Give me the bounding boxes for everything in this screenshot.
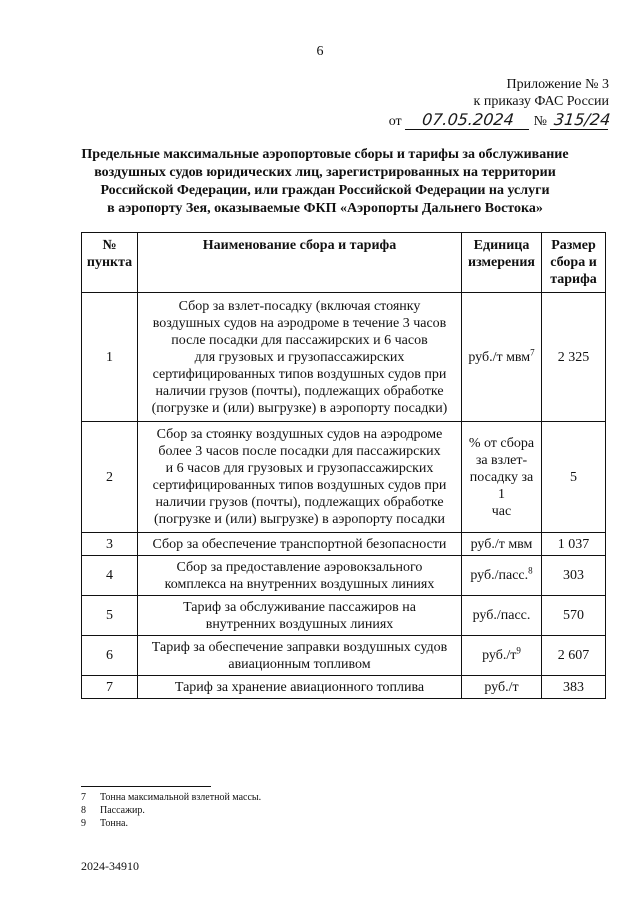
header-size: Размер сбора и тарифа [542,233,606,293]
row-unit: руб./т мвм$^7$ [462,293,542,422]
footnote-divider [81,786,211,787]
row-value: 303 [542,556,606,596]
row-value: 5 [542,422,606,533]
appendix-order-ref: к приказу ФАС России [473,94,609,109]
order-date-line [388,110,612,130]
footnote-text: Тонна максимальной взлетной массы. [100,792,262,803]
row-value: 383 [542,676,606,699]
row-value: 570 [542,596,606,636]
order-number-sign: № [533,114,547,129]
footnote-text: Тонна. [100,818,128,829]
order-number: 315/24 [550,110,610,130]
header-unit: Единица измерения [462,233,542,293]
row-num: 1 [82,293,138,422]
table-row [82,596,606,636]
table-row [82,556,606,596]
tariffs-table [81,232,606,699]
footnote-ref: 8 [528,565,533,576]
row-name: Тариф за обслуживание пассажиров на внутренних воздушных линиях [138,596,462,636]
footnote-ref: 9 [516,645,521,656]
table-header-row [82,233,606,293]
row-unit: руб./т [462,676,542,699]
row-num: 4 [82,556,138,596]
table-row [82,293,606,422]
row-name: Сбор за предоставление аэровокзального комплекса на внутренних воздушных линиях [138,556,462,596]
row-name: Сбор за взлет-посадку (включая стоянку воздушных судов на аэродроме в течение 3 часов после посадки для пассажирских и 6 часов для грузовых и грузопассажирских сертифицированных типов воздушных судов при наличии грузов (почты), подлежащих обработке (погрузке и (или) выгрузке) в аэропорту посадки) [138,293,462,422]
row-value: 1 037 [542,533,606,556]
row-unit: % от сбора за взлет- посадку за 1 час [462,422,542,533]
table-row [82,676,606,699]
document-id: 2024-34910 [81,859,139,873]
row-unit: руб./пасс. [462,596,542,636]
footnote-number: 7 [81,792,86,803]
row-num: 7 [82,676,138,699]
row-name: Сбор за обеспечение транспортной безопасности [138,533,462,556]
footnote [81,817,261,830]
row-unit: руб./т мвм [462,533,542,556]
appendix-title: Приложение № 3 [506,77,609,92]
row-value: 2 607 [542,636,606,676]
title-line: Предельные максимальные аэропортовые сборы и тарифы за обслуживание [81,147,569,162]
footnote-ref: 7 [530,346,535,357]
title-line: в аэропорту Зея, оказываемые ФКП «Аэропорты Дальнего Востока» [107,201,543,216]
row-name: Тариф за обеспечение заправки воздушных судов авиационным топливом [138,636,462,676]
appendix-header [474,76,609,110]
table-row [82,422,606,533]
row-value: 2 325 [542,293,606,422]
footnote-number: 9 [81,818,86,829]
row-num: 2 [82,422,138,533]
order-from-label: от [388,114,402,129]
order-date: 07.05.2024 [405,110,531,130]
row-unit: руб./пасс.$^8$ [462,556,542,596]
row-num: 6 [82,636,138,676]
row-name: Тариф за хранение авиационного топлива [138,676,462,699]
header-num: № пункта [82,233,138,293]
title-line: воздушных судов юридических лиц, зарегистрированных на территории [94,165,556,180]
row-num: 3 [82,533,138,556]
footnote-text: Пассажир. [100,805,145,816]
title-line: Российской Федерации, или граждан Российской Федерации на услуги [100,183,550,198]
table-row [82,533,606,556]
row-name: Сбор за стоянку воздушных судов на аэродроме более 3 часов после посадки для пассажирских и 6 часов для грузовых и грузопассажирских сертифицированных типов воздушных судов при наличии грузов (почты), подлежащих обработке (погрузке и (или) выгрузке) в аэропорту посадки [138,422,462,533]
row-num: 5 [82,596,138,636]
footnote [81,791,261,804]
row-unit: $руб./т^9$ [462,636,542,676]
page-number: 6 [316,44,324,59]
header-name: Наименование сбора и тарифа [138,233,462,293]
footnote-number: 8 [81,805,86,816]
footnotes [81,791,261,830]
table-row [82,636,606,676]
footnote [81,804,261,817]
document-title [40,146,610,218]
